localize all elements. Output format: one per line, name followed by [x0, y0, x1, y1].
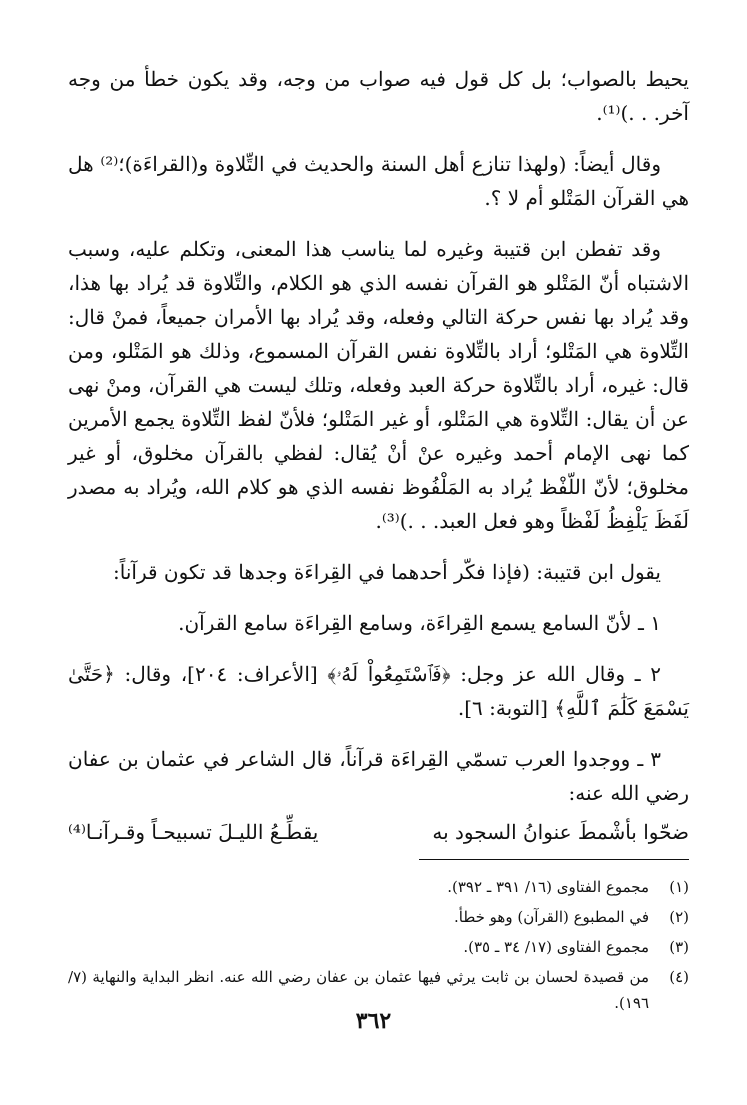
footnote-2 — [68, 904, 689, 930]
paragraph-4: يقول ابن قتيبة: (فإذا فكّر أحدهما في القِراءَة وجدها قد تكون قرآناً: — [112, 560, 661, 584]
poem-second-hemistich: يقطِّـعُ الليـلَ تسبيحـاً وقـرآنـا⁽⁴⁾ — [68, 820, 319, 844]
list-item-3: ٣ ـ ووجدوا العرب تسمّي القِراءَة قرآناً، قال الشاعر في عثمان بن عفان رضي الله عنه: — [68, 747, 689, 805]
paragraph-1: يحيط بالصواب؛ بل كل قول فيه صواب من وجه، وقد يكون خطأ من وجه آخر. . .)⁽¹⁾. — [68, 67, 689, 125]
footnote-number: (٤) — [669, 968, 689, 986]
poem-first-hemistich: ضحّوا بأشْمطَ عنوانُ السجود به — [432, 820, 689, 844]
footnote-number: (٢) — [669, 908, 689, 926]
footnote-divider — [419, 859, 689, 860]
footnote-text: مجموع الفتاوى (١٧/ ٣٤ ـ ٣٥). — [463, 938, 649, 956]
list-item-2: ٢ ـ وقال الله عز وجل: ﴿فَٱسْتَمِعُواْ لَهُۥ﴾ [الأعراف: ٢٠٤]، وقال: ﴿حَتَّىٰ يَسْمَعَ كَلَٰمَ ٱللَّهِ﴾ [التوبة: ٦]. — [68, 662, 689, 720]
footnote-text: مجموع الفتاوى (١٦/ ٣٩١ ـ ٣٩٢). — [447, 878, 649, 896]
list-item-1: ١ ـ لأنّ السامع يسمع القِراءَة، وسامع القِراءَة سامع القرآن. — [178, 611, 661, 635]
footnote-number: (٣) — [669, 938, 689, 956]
footnote-number: (١) — [669, 878, 689, 896]
main-text — [68, 62, 689, 849]
footnote-text: في المطبوع (القرآن) وهو خطأ. — [454, 908, 649, 926]
footnote-3 — [68, 934, 689, 960]
poem-verse — [68, 815, 689, 849]
paragraph-3: وقد تفطن ابن قتيبة وغيره لما يناسب هذا المعنى، وتكلم عليه، وسبب الاشتباه أنّ المَتْلو هو القرآن نفسه الذي هو الكلام، والتِّلاوة قد يُراد بها هذا، وقد يُراد بها نفس حركة التالي وفعله، وقد يُراد بها الأمران جميعاً، فمنْ قال: التِّلاوة هي المَتْلو؛ أراد بالتِّلاوة نفس القرآن المسموع، وذلك هو المَتْلو، ومن قال: غيره، أراد بالتِّلاوة حركة العبد وفعله، وتلك ليست هي القرآن، ومنْ نهى عن أن يقال: التِّلاوة هي المَتْلو، أو غير المَتْلو؛ فلأنّ لفظ التِّلاوة يجمع الأمرين كما نهى الإمام أحمد وغيره عنْ أنْ يُقال: لفظي بالقرآن مخلوق، أو غير مخلوق؛ لأنّ اللّفْظ يُراد به المَلْفُوظ نفسه الذي هو كلام الله، ويُراد به مصدر لَفَظَ يَلْفِظُ لَفْظاً وهو فعل العبد. . .)⁽³⁾. — [68, 237, 689, 533]
footnote-1 — [68, 874, 689, 900]
paragraph-2: وقال أيضاً: (ولهذا تنازع أهل السنة والحديث في التِّلاوة و(القراءَة)؛⁽²⁾ هل هي القرآن المَتْلو أم لا ؟. — [68, 152, 689, 210]
footnotes — [68, 874, 689, 1016]
footnote-text: من قصيدة لحسان بن ثابت يرثي فيها عثمان بن عفان رضي الله عنه. انظر البداية والنهاية (٧/ ١٩٦). — [68, 968, 649, 1012]
page-number: ٣٦٢ — [355, 1008, 392, 1034]
